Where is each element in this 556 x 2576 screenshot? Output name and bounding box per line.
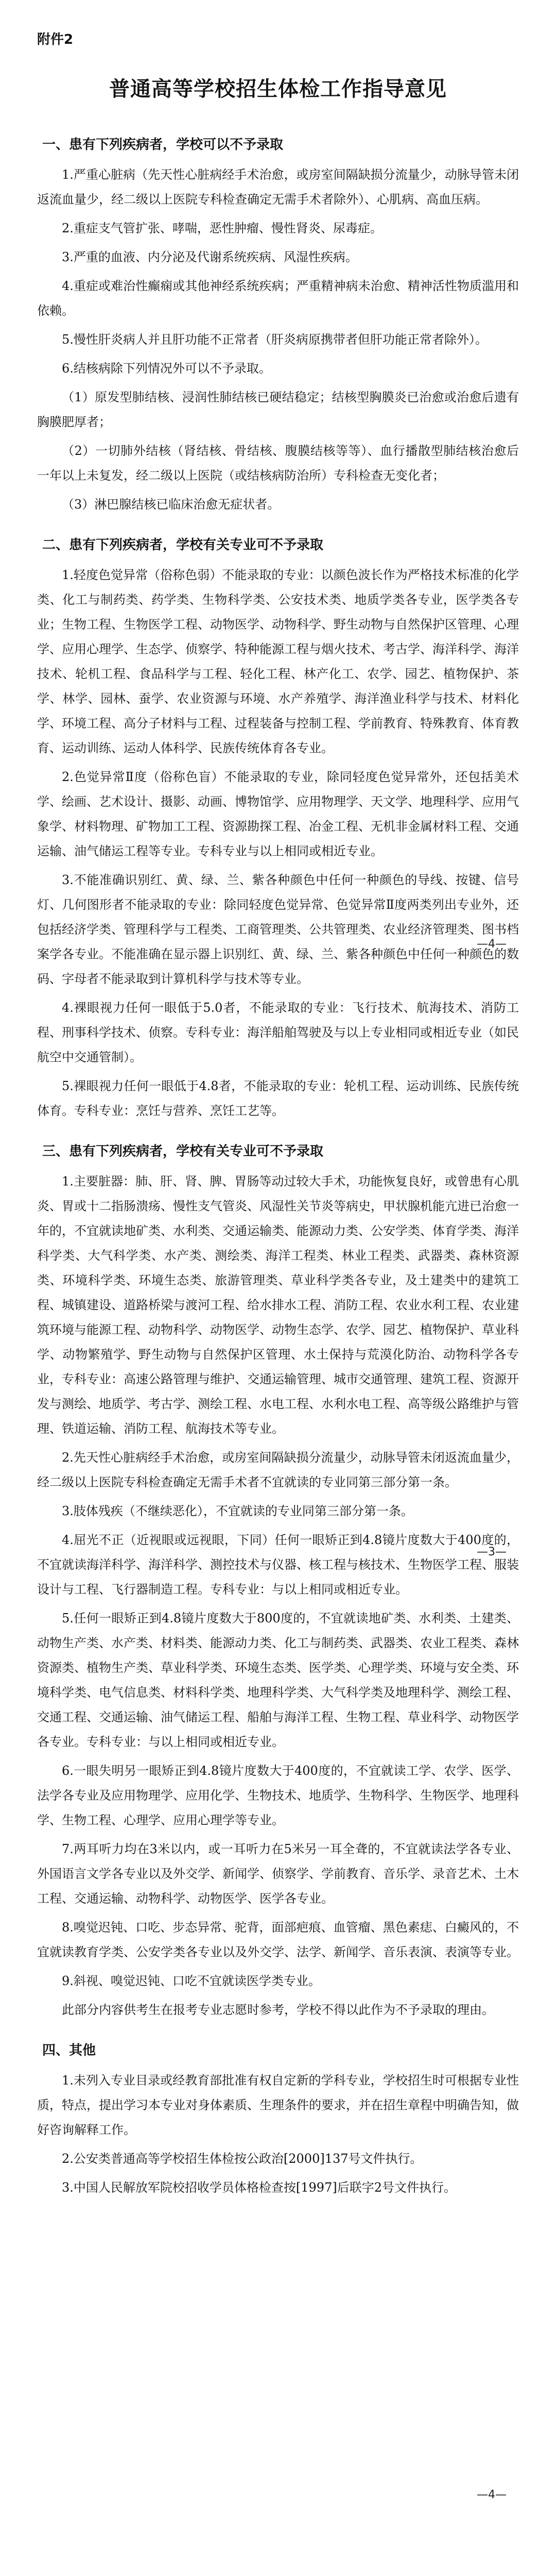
- paragraph: 8.嗅觉迟钝、口吃、步态异常、驼背，面部疤痕、血管瘤、黑色素痣、白癜风的，不宜就读教育学类、公安学类各专业以及外交学、法学、新闻学、音乐表演、表演等专业。: [37, 1920, 519, 1959]
- paragraph: 1.严重心脏病（先天性心脏病经手术治愈，或房室间隔缺损分流量少，动脉导管未闭返流血量少，经二级以上医院专科检查确定无需手术者除外）、心肌病、高血压病。: [37, 167, 519, 207]
- page-number: —3—: [477, 1546, 507, 1558]
- section-heading: 二、患有下列疾病者，学校有关专业可不予录取: [42, 537, 324, 553]
- attachment-label: 附件2: [37, 32, 74, 47]
- section-3: [37, 1141, 519, 2022]
- section-1: [37, 134, 519, 517]
- paragraph: 5.任何一眼矫正到4.8镜片度数大于800度的，不宜就读地矿类、水利类、土建类、动物生产类、水产类、材料类、能源动力类、化工与制药类、武器类、农业工程类、森林资源类、植物生产类、草业科学类、环境生态类、医学类、心理学类、环境与安全类、环境科学类、电气信息类、材料科学类、地理科学类、大气科学类及地理科学、测绘工程、交通工程、交通运输、油气储运工程、船舶与海洋工程、生物工程、草业科学、动物医学各专业。专科专业：与以上相同或相近专业。: [37, 1611, 519, 1749]
- section-4: [37, 2040, 519, 2200]
- paragraph: （2）一切肺外结核（肾结核、骨结核、腹膜结核等等）、血行播散型肺结核治愈后一年以上未复发，经二级以上医院（或结核病防治所）专科检查无变化者；: [37, 444, 519, 483]
- paragraph: 1.未列入专业目录或经教育部批准有权自定新的学科专业，学校招生时可根据专业性质，特点，提出学习本专业对身体素质、生理条件的要求，并在招生章程中明确告知，做好咨询解释工作。: [37, 2073, 519, 2137]
- paragraph: （1）原发型肺结核、浸润性肺结核已硬结稳定；结核型胸膜炎已治愈或治愈后遗有胸膜肥厚者；: [37, 390, 519, 429]
- paragraph: 2.公安类普通高等学校招生体检按公政治[2000]137号文件执行。: [62, 2151, 423, 2166]
- paragraph: 5.裸眼视力任何一眼低于4.8者，不能录取的专业：轮机工程、运动训练、民族传统体育。专科专业：烹饪与营养、烹饪工艺等。: [37, 1079, 519, 1118]
- paragraph: 9.斜视、嗅觉迟钝、口吃不宜就读医学类专业。: [62, 1974, 321, 1988]
- section-heading: 三、患有下列疾病者，学校有关专业可不予录取: [42, 1144, 324, 1159]
- paragraph: 4.重症或难治性癫痫或其他神经系统疾病；严重精神病未治愈、精神活性物质滥用和依赖。: [37, 279, 519, 318]
- section-heading: 四、其他: [42, 2043, 96, 2058]
- paragraph: 3.不能准确识别红、黄、绿、兰、紫各种颜色中任何一种颜色的导线、按键、信号灯、几何图形者不能录取的专业：除同轻度色觉异常、色觉异常Ⅱ度两类列出专业外，还包括经济学类、管理科学与工程类、工商管理类、公共管理类、农业经济管理类、图书档案学各专业。不能准确在显示器上识别红、黄、绿、兰、紫各种颜色中任何一种颜色的数码、字母者不能录取到计算机科学与技术等专业。: [37, 873, 519, 986]
- paragraph: 5.慢性肝炎病人并且肝功能不正常者（肝炎病原携带者但肝功能正常者除外）。: [62, 332, 488, 347]
- paragraph: （3）淋巴腺结核已临床治愈无症状者。: [62, 497, 280, 512]
- paragraph: 3.严重的血液、内分泌及代谢系统疾病、风湿性疾病。: [62, 250, 358, 264]
- paragraph: 6.一眼失明另一眼矫正到4.8镜片度数大于400度的，不宜就读工学、农学、医学、法学各专业及应用物理学、应用化学、生物技术、地质学、生物科学、生物医学、地理科学、生物工程、心理学、应用心理学等专业。: [37, 1764, 519, 1827]
- paragraph: 1.轻度色觉异常（俗称色弱）不能录取的专业：以颜色波长作为严格技术标准的化学类、化工与制药类、药学类、生物科学类、公安技术类、地质学类各专业，医学类各专业；生物工程、生物医学工程、动物医学、动物科学、野生动物与自然保护区管理、心理学、应用心理学、生态学、侦察学、特种能源工程与烟火技术、考古学、海洋科学、海洋技术、轮机工程、食品科学与工程、轻化工程、林产化工、农学、园艺、植物保护、茶学、林学、园林、蚕学、农业资源与环境、水产养殖学、海洋渔业科学与技术、材料化学、环境工程、高分子材料与工程、过程装备与控制工程、学前教育、特殊教育、体育教育、运动训练、运动人体科学、民族传统体育各专业。: [37, 568, 519, 755]
- paragraph: 3.肢体残疾（不继续恶化），不宜就读的专业同第三部分第一条。: [62, 1504, 413, 1518]
- paragraph: 4.裸眼视力任何一眼低于5.0者，不能录取的专业：飞行技术、航海技术、消防工程、刑事科学技术、侦察。专科专业：海洋船舶驾驶及与以上专业相同或相近专业（如民航空中交通管制）。: [37, 1001, 519, 1064]
- paragraph: 2.先天性心脏病经手术治愈，或房室间隔缺损分流量少，动脉导管未闭返流血量少，经二级以上医院专科检查确定无需手术者不宜就读的专业同第三部分第一条。: [37, 1450, 519, 1489]
- paragraph: 4.屈光不正（近视眼或远视眼，下同）任何一眼矫正到4.8镜片度数大于400度的，不宜就读海洋科学、海洋科学、测控技术与仪器、核工程与核技术、生物医学工程、服装设计与工程、飞行器制造工程。专科专业：与以上相同或相近专业。: [37, 1533, 519, 1597]
- paragraph: 2.色觉异常Ⅱ度（俗称色盲）不能录取的专业，除同轻度色觉异常外，还包括美术学、绘画、艺术设计、摄影、动画、博物馆学、应用物理学、天文学、地理科学、应用气象学、材料物理、矿物加工工程、资源勘探工程、冶金工程、无机非金属材料工程、交通运输、油气储运工程等专业。专科专业与以上相同或相近专业。: [37, 770, 519, 858]
- document-title: 普通高等学校招生体检工作指导意见: [109, 77, 447, 101]
- paragraph: 6.结核病除下列情况外可以不予录取。: [62, 361, 271, 376]
- page-number: —4—: [477, 2488, 507, 2501]
- paragraph: 3.中国人民解放军院校招收学员体格检查按[1997]后联字2号文件执行。: [62, 2180, 456, 2195]
- paragraph: 2.重症支气管扩张、哮喘，恶性肿瘤、慢性肾炎、尿毒症。: [62, 221, 383, 235]
- paragraph: 7.两耳听力均在3米以内，或一耳听力在5米另一耳全聋的，不宜就读法学各专业、外国语言文学各专业以及外交学、新闻学、侦察学、学前教育、音乐学、录音艺术、土木工程、交通运输、动物科学、动物医学、医学各专业。: [37, 1842, 519, 1906]
- paragraph: 1.主要脏器：肺、肝、肾、脾、胃肠等动过较大手术，功能恢复良好，或曾患有心肌炎、胃或十二指肠溃疡、慢性支气管炎、风湿性关节炎等病史，甲状腺机能亢进已治愈一年的，不宜就读地矿类、水利类、交通运输类、能源动力类、公安学类、体育学类、海洋科学类、大气科学类、水产类、测绘类、海洋工程类、林业工程类、武器类、森林资源类、环境科学类、环境生态类、旅游管理类、草业科学类各专业，及土建类中的建筑工程、城镇建设、道路桥梁与渡河工程、给水排水工程、消防工程、农业水利工程、农业建筑环境与能源工程、动物科学、动物医学、动物生态学、农学、园艺、植物保护、草业科学、动物繁殖学、野生动物与自然保护区管理、水土保持与荒漠化防治、动物科学各专业，专科专业：高速公路管理与维护、交通运输管理、城市交通管理、建筑工程、资源开发与测绘、地质学、考古学、测绘工程、水电工程、水利水电工程、高等级公路维护与管理、铁道运输、消防工程、航海技术等专业。: [37, 1174, 519, 1436]
- page-number: —4—: [477, 938, 507, 951]
- section-heading: 一、患有下列疾病者，学校可以不予录取: [42, 137, 284, 152]
- section-2: [37, 534, 519, 1123]
- paragraph: 此部分内容供考生在报考专业志愿时参考，学校不得以此作为不予录取的理由。: [62, 2003, 494, 2017]
